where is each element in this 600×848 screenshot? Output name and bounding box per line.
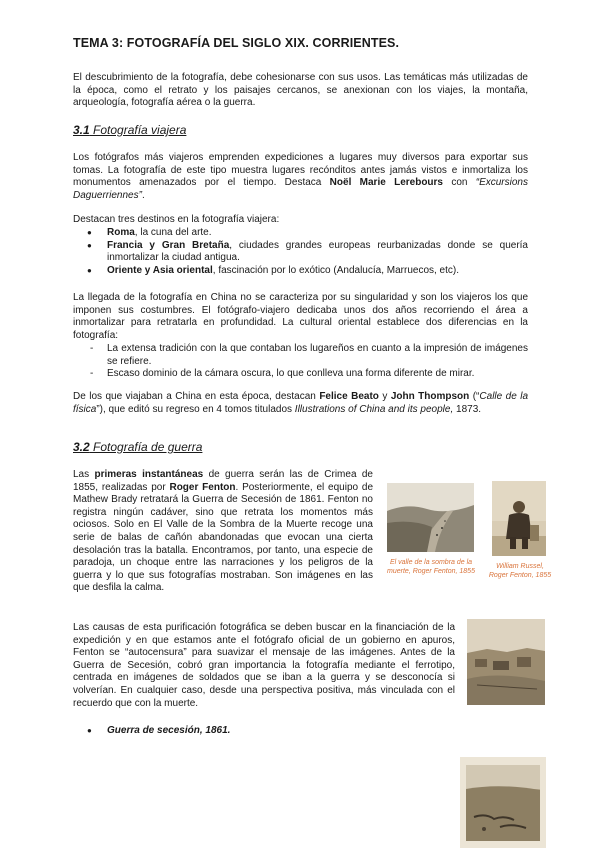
section-title: Fotografía viajera (89, 123, 187, 137)
photo-civil-war-battlefield (460, 757, 546, 848)
bold-name-beato: Felice Beato (319, 391, 379, 402)
list-item: - La extensa tradición con la que contaban los lugareños en cuanto a la impresión de imágenes se refiere. (73, 343, 528, 368)
text-run: De los que viajaban a China en esta época, destacan (73, 391, 320, 402)
intro-paragraph: El descubrimiento de la fotografía, debe cohesionarse con sus usos. Las temáticas más utilizadas de la época, como el retrato y los paisajes cercanos, se anexionan con los viajes, la montaña, arqueología, fotografía aérea o la guerra. (73, 72, 528, 109)
text-run: (“ (469, 391, 480, 402)
list-item (73, 240, 528, 265)
photo-valley-of-the-shadow (387, 483, 474, 552)
caption-russell: William Russel, Roger Fenton, 1855 (488, 563, 552, 579)
text-run: con (443, 177, 476, 189)
list-item-bold: Francia y Gran Bretaña (107, 239, 230, 251)
list-item (73, 725, 528, 738)
list-item-text: , fascinación por lo exótico (Andalucía, Marruecos, etc). (212, 264, 460, 276)
bold-name-fenton: Roger Fenton (169, 481, 236, 493)
italic-work-title: Illustrations of China and its people, (294, 403, 454, 415)
list-item (73, 227, 528, 240)
photo-william-russell (492, 481, 546, 556)
italic-work-title: “Excursions Daguerriennes” (73, 177, 528, 201)
list-item-text: , la cuna del arte. (134, 227, 212, 238)
text-run: y (378, 391, 391, 402)
list-item-text: , ciudades grandes europeas reurbanizadas donde se quería inmortalizar la ciudad antigua. (107, 239, 528, 264)
text-run: de guerra serán las de Crimea de 1855, realizadas por (73, 469, 373, 493)
text-run: . (141, 189, 145, 201)
photo-valley-image (387, 483, 474, 552)
text-run: Las (73, 469, 95, 480)
text-run: Los fotógrafos más viajeros emprenden expediciones a lugares muy diversos para exportar sus tomas. La fotografía de este tipo muestra lugares recónditos antes jamás vistos e inmortaliza los monumentos amenazados por el tiempo. Destaca (73, 152, 528, 189)
paragraph-travel-photographers (73, 152, 528, 202)
list-item-bold-italic: Guerra de secesión, 1861. (107, 725, 231, 736)
list-item-bold: Roma (107, 227, 135, 238)
bold-name-lerebours: Noël Marie Lerebours (329, 177, 443, 189)
paragraph-war-photography (73, 469, 373, 595)
paragraph-destinations-intro: Destacan tres destinos en la fotografía viajera: (73, 214, 280, 225)
italic-work-title: Calle de la física (73, 391, 528, 415)
list-item (73, 265, 528, 278)
list-item-bold: Oriente y Asia oriental (107, 264, 213, 276)
section-number: 3.2 (73, 440, 90, 454)
section-heading-3-1 (73, 124, 186, 137)
text-run: ”), que editó su regreso en 4 tomos titulados (96, 403, 295, 415)
photo-war-landscape (467, 619, 545, 705)
text-run: 1873. (453, 403, 482, 415)
section-number: 3.1 (73, 123, 90, 137)
text-run: . Posteriormente, el equipo de Mathew Brady retratará la Guerra de Secesión de 1861. Fenton no registra ningún cadáver, sino que retrata los momentos más ociosos. Solo en El Valle de la Sombra de la Muerte recoge una serie de balas de cañón abandonadas que evocan una cierta desolación tras la batalla. Encontramos, por tanto, una especie de paradoja, un choque entre las narraciones y los peligros de la guerra y lo que sus fotografías mostraban. Son imágenes en las que desfila la calma. (73, 481, 373, 594)
paragraph-china: La llegada de la fotografía en China no se caracteriza por su singularidad y son los viajeros los que imponen sus costumbres. El fotógrafo-viajero dedicaba unos dos años recorriendo el área a inmortalizar para retratarla en profundidad. La cultural oriental establece dos diferencias en la fotografía: (73, 292, 528, 341)
caption-valley: El valle de la sombra de la muerte, Roger Fenton, 1855 (387, 559, 475, 575)
differences-list (73, 343, 528, 381)
photo-russell-image (492, 481, 546, 556)
photo-war-landscape-image (467, 619, 545, 705)
paragraph-china-photographers (73, 391, 528, 416)
page-title: TEMA 3: FOTOGRAFÍA DEL SIGLO XIX. CORRIENTES. (73, 36, 400, 50)
civil-war-list (73, 725, 528, 738)
list-item: - Escaso dominio de la cámara oscura, lo que conlleva una forma diferente de mirar. (73, 368, 528, 381)
section-title: Fotografía de guerra (89, 440, 203, 454)
section-heading-3-2 (73, 441, 202, 454)
bold-first-snapshots: primeras instantáneas (94, 469, 204, 480)
destinations-list (73, 227, 528, 277)
photo-battlefield-image (460, 757, 546, 848)
paragraph-purification: Las causas de esta purificación fotográfica se deben buscar en la financiación de la expedición y en que estamos ante el fotógrafo oficial de un gobierno en apuros, Fenton se “autocensura” para suavizar el mensaje de las imágenes. Antes de la Guerra de Secesión, cobró gran importancia la fotografía mediante el ferrotipo, centrada en imágenes de soldados que se iban a la guerra y se desconocía si volverían. En cualquier caso, desde una perspectiva positiva, más vinculada con el recuerdo que con la muerte. (73, 622, 455, 709)
bold-name-thompson: John Thompson (390, 391, 470, 402)
